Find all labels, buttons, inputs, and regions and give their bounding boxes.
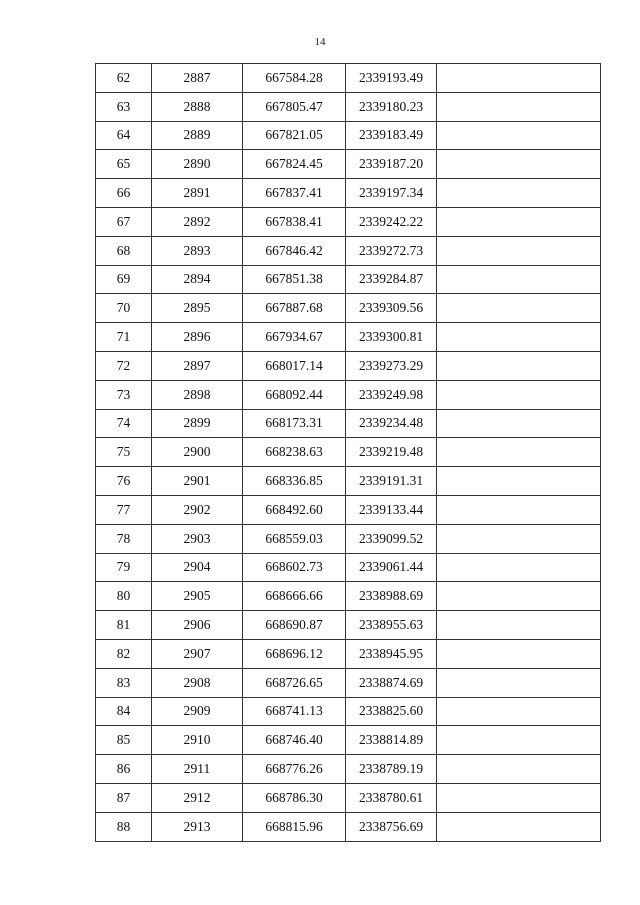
- row-index-cell: 82: [96, 639, 152, 668]
- table-row: [96, 639, 601, 668]
- table-row: [96, 323, 601, 352]
- x-coordinate-cell: 668741.13: [243, 697, 346, 726]
- table-row: [96, 524, 601, 553]
- point-id-cell: 2894: [152, 265, 243, 294]
- row-index-cell: 69: [96, 265, 152, 294]
- table-row: [96, 783, 601, 812]
- row-index-cell: 74: [96, 409, 152, 438]
- row-index-cell: 87: [96, 783, 152, 812]
- x-coordinate-cell: 667887.68: [243, 294, 346, 323]
- note-cell: [437, 783, 601, 812]
- table-row: [96, 294, 601, 323]
- note-cell: [437, 179, 601, 208]
- table-row: [96, 380, 601, 409]
- point-id-cell: 2898: [152, 380, 243, 409]
- note-cell: [437, 294, 601, 323]
- y-coordinate-cell: 2339197.34: [346, 179, 437, 208]
- x-coordinate-cell: 668746.40: [243, 726, 346, 755]
- table-row: [96, 265, 601, 294]
- y-coordinate-cell: 2338988.69: [346, 582, 437, 611]
- coordinate-table: [95, 63, 601, 842]
- table-row: [96, 582, 601, 611]
- x-coordinate-cell: 667805.47: [243, 92, 346, 121]
- x-coordinate-cell: 668173.31: [243, 409, 346, 438]
- note-cell: [437, 495, 601, 524]
- y-coordinate-cell: 2339309.56: [346, 294, 437, 323]
- point-id-cell: 2888: [152, 92, 243, 121]
- row-index-cell: 66: [96, 179, 152, 208]
- x-coordinate-cell: 667824.45: [243, 150, 346, 179]
- table-row: [96, 697, 601, 726]
- point-id-cell: 2904: [152, 553, 243, 582]
- row-index-cell: 70: [96, 294, 152, 323]
- x-coordinate-cell: 667821.05: [243, 121, 346, 150]
- point-id-cell: 2890: [152, 150, 243, 179]
- point-id-cell: 2908: [152, 668, 243, 697]
- point-id-cell: 2896: [152, 323, 243, 352]
- point-id-cell: 2911: [152, 755, 243, 784]
- point-id-cell: 2912: [152, 783, 243, 812]
- table-row: [96, 236, 601, 265]
- x-coordinate-cell: 667846.42: [243, 236, 346, 265]
- note-cell: [437, 409, 601, 438]
- y-coordinate-cell: 2338945.95: [346, 639, 437, 668]
- row-index-cell: 76: [96, 467, 152, 496]
- row-index-cell: 84: [96, 697, 152, 726]
- table-row: [96, 611, 601, 640]
- y-coordinate-cell: 2339183.49: [346, 121, 437, 150]
- table-row: [96, 150, 601, 179]
- y-coordinate-cell: 2339191.31: [346, 467, 437, 496]
- x-coordinate-cell: 668492.60: [243, 495, 346, 524]
- point-id-cell: 2901: [152, 467, 243, 496]
- x-coordinate-cell: 668786.30: [243, 783, 346, 812]
- note-cell: [437, 121, 601, 150]
- row-index-cell: 88: [96, 812, 152, 841]
- y-coordinate-cell: 2338789.19: [346, 755, 437, 784]
- table-row: [96, 409, 601, 438]
- note-cell: [437, 726, 601, 755]
- y-coordinate-cell: 2339284.87: [346, 265, 437, 294]
- x-coordinate-cell: 668559.03: [243, 524, 346, 553]
- row-index-cell: 81: [96, 611, 152, 640]
- note-cell: [437, 639, 601, 668]
- table-row: [96, 64, 601, 93]
- y-coordinate-cell: 2339300.81: [346, 323, 437, 352]
- row-index-cell: 85: [96, 726, 152, 755]
- table-row: [96, 438, 601, 467]
- coordinate-table-body: [96, 64, 601, 842]
- table-row: [96, 207, 601, 236]
- note-cell: [437, 207, 601, 236]
- table-row: [96, 553, 601, 582]
- page-number: 14: [314, 36, 326, 48]
- y-coordinate-cell: 2339099.52: [346, 524, 437, 553]
- point-id-cell: 2906: [152, 611, 243, 640]
- point-id-cell: 2897: [152, 351, 243, 380]
- point-id-cell: 2895: [152, 294, 243, 323]
- table-row: [96, 351, 601, 380]
- x-coordinate-cell: 668238.63: [243, 438, 346, 467]
- point-id-cell: 2887: [152, 64, 243, 93]
- x-coordinate-cell: 668336.85: [243, 467, 346, 496]
- y-coordinate-cell: 2338874.69: [346, 668, 437, 697]
- note-cell: [437, 92, 601, 121]
- row-index-cell: 73: [96, 380, 152, 409]
- note-cell: [437, 697, 601, 726]
- y-coordinate-cell: 2339273.29: [346, 351, 437, 380]
- note-cell: [437, 812, 601, 841]
- table-row: [96, 755, 601, 784]
- row-index-cell: 72: [96, 351, 152, 380]
- point-id-cell: 2913: [152, 812, 243, 841]
- y-coordinate-cell: 2338814.89: [346, 726, 437, 755]
- y-coordinate-cell: 2338955.63: [346, 611, 437, 640]
- y-coordinate-cell: 2339133.44: [346, 495, 437, 524]
- row-index-cell: 64: [96, 121, 152, 150]
- point-id-cell: 2889: [152, 121, 243, 150]
- point-id-cell: 2909: [152, 697, 243, 726]
- x-coordinate-cell: 668726.65: [243, 668, 346, 697]
- y-coordinate-cell: 2339242.22: [346, 207, 437, 236]
- y-coordinate-cell: 2339249.98: [346, 380, 437, 409]
- table-row: [96, 668, 601, 697]
- x-coordinate-cell: 667838.41: [243, 207, 346, 236]
- note-cell: [437, 438, 601, 467]
- y-coordinate-cell: 2338825.60: [346, 697, 437, 726]
- point-id-cell: 2903: [152, 524, 243, 553]
- x-coordinate-cell: 667851.38: [243, 265, 346, 294]
- row-index-cell: 78: [96, 524, 152, 553]
- note-cell: [437, 323, 601, 352]
- y-coordinate-cell: 2339272.73: [346, 236, 437, 265]
- table-row: [96, 726, 601, 755]
- row-index-cell: 79: [96, 553, 152, 582]
- note-cell: [437, 467, 601, 496]
- point-id-cell: 2899: [152, 409, 243, 438]
- y-coordinate-cell: 2339180.23: [346, 92, 437, 121]
- row-index-cell: 65: [96, 150, 152, 179]
- note-cell: [437, 524, 601, 553]
- y-coordinate-cell: 2339219.48: [346, 438, 437, 467]
- x-coordinate-cell: 668092.44: [243, 380, 346, 409]
- table-row: [96, 92, 601, 121]
- x-coordinate-cell: 668696.12: [243, 639, 346, 668]
- table-row: [96, 495, 601, 524]
- point-id-cell: 2893: [152, 236, 243, 265]
- point-id-cell: 2902: [152, 495, 243, 524]
- y-coordinate-cell: 2338756.69: [346, 812, 437, 841]
- y-coordinate-cell: 2339193.49: [346, 64, 437, 93]
- note-cell: [437, 150, 601, 179]
- note-cell: [437, 582, 601, 611]
- note-cell: [437, 64, 601, 93]
- note-cell: [437, 553, 601, 582]
- row-index-cell: 71: [96, 323, 152, 352]
- x-coordinate-cell: 668017.14: [243, 351, 346, 380]
- y-coordinate-cell: 2338780.61: [346, 783, 437, 812]
- note-cell: [437, 380, 601, 409]
- row-index-cell: 75: [96, 438, 152, 467]
- note-cell: [437, 236, 601, 265]
- row-index-cell: 77: [96, 495, 152, 524]
- x-coordinate-cell: 668776.26: [243, 755, 346, 784]
- point-id-cell: 2910: [152, 726, 243, 755]
- point-id-cell: 2891: [152, 179, 243, 208]
- note-cell: [437, 265, 601, 294]
- point-id-cell: 2907: [152, 639, 243, 668]
- point-id-cell: 2905: [152, 582, 243, 611]
- row-index-cell: 86: [96, 755, 152, 784]
- y-coordinate-cell: 2339234.48: [346, 409, 437, 438]
- y-coordinate-cell: 2339061.44: [346, 553, 437, 582]
- x-coordinate-cell: 667584.28: [243, 64, 346, 93]
- table-row: [96, 121, 601, 150]
- row-index-cell: 68: [96, 236, 152, 265]
- x-coordinate-cell: 667934.67: [243, 323, 346, 352]
- row-index-cell: 80: [96, 582, 152, 611]
- row-index-cell: 67: [96, 207, 152, 236]
- row-index-cell: 62: [96, 64, 152, 93]
- table-row: [96, 812, 601, 841]
- x-coordinate-cell: 668602.73: [243, 553, 346, 582]
- row-index-cell: 63: [96, 92, 152, 121]
- note-cell: [437, 755, 601, 784]
- point-id-cell: 2892: [152, 207, 243, 236]
- row-index-cell: 83: [96, 668, 152, 697]
- table-row: [96, 467, 601, 496]
- note-cell: [437, 668, 601, 697]
- x-coordinate-cell: 667837.41: [243, 179, 346, 208]
- x-coordinate-cell: 668690.87: [243, 611, 346, 640]
- point-id-cell: 2900: [152, 438, 243, 467]
- x-coordinate-cell: 668815.96: [243, 812, 346, 841]
- note-cell: [437, 611, 601, 640]
- x-coordinate-cell: 668666.66: [243, 582, 346, 611]
- note-cell: [437, 351, 601, 380]
- y-coordinate-cell: 2339187.20: [346, 150, 437, 179]
- table-row: [96, 179, 601, 208]
